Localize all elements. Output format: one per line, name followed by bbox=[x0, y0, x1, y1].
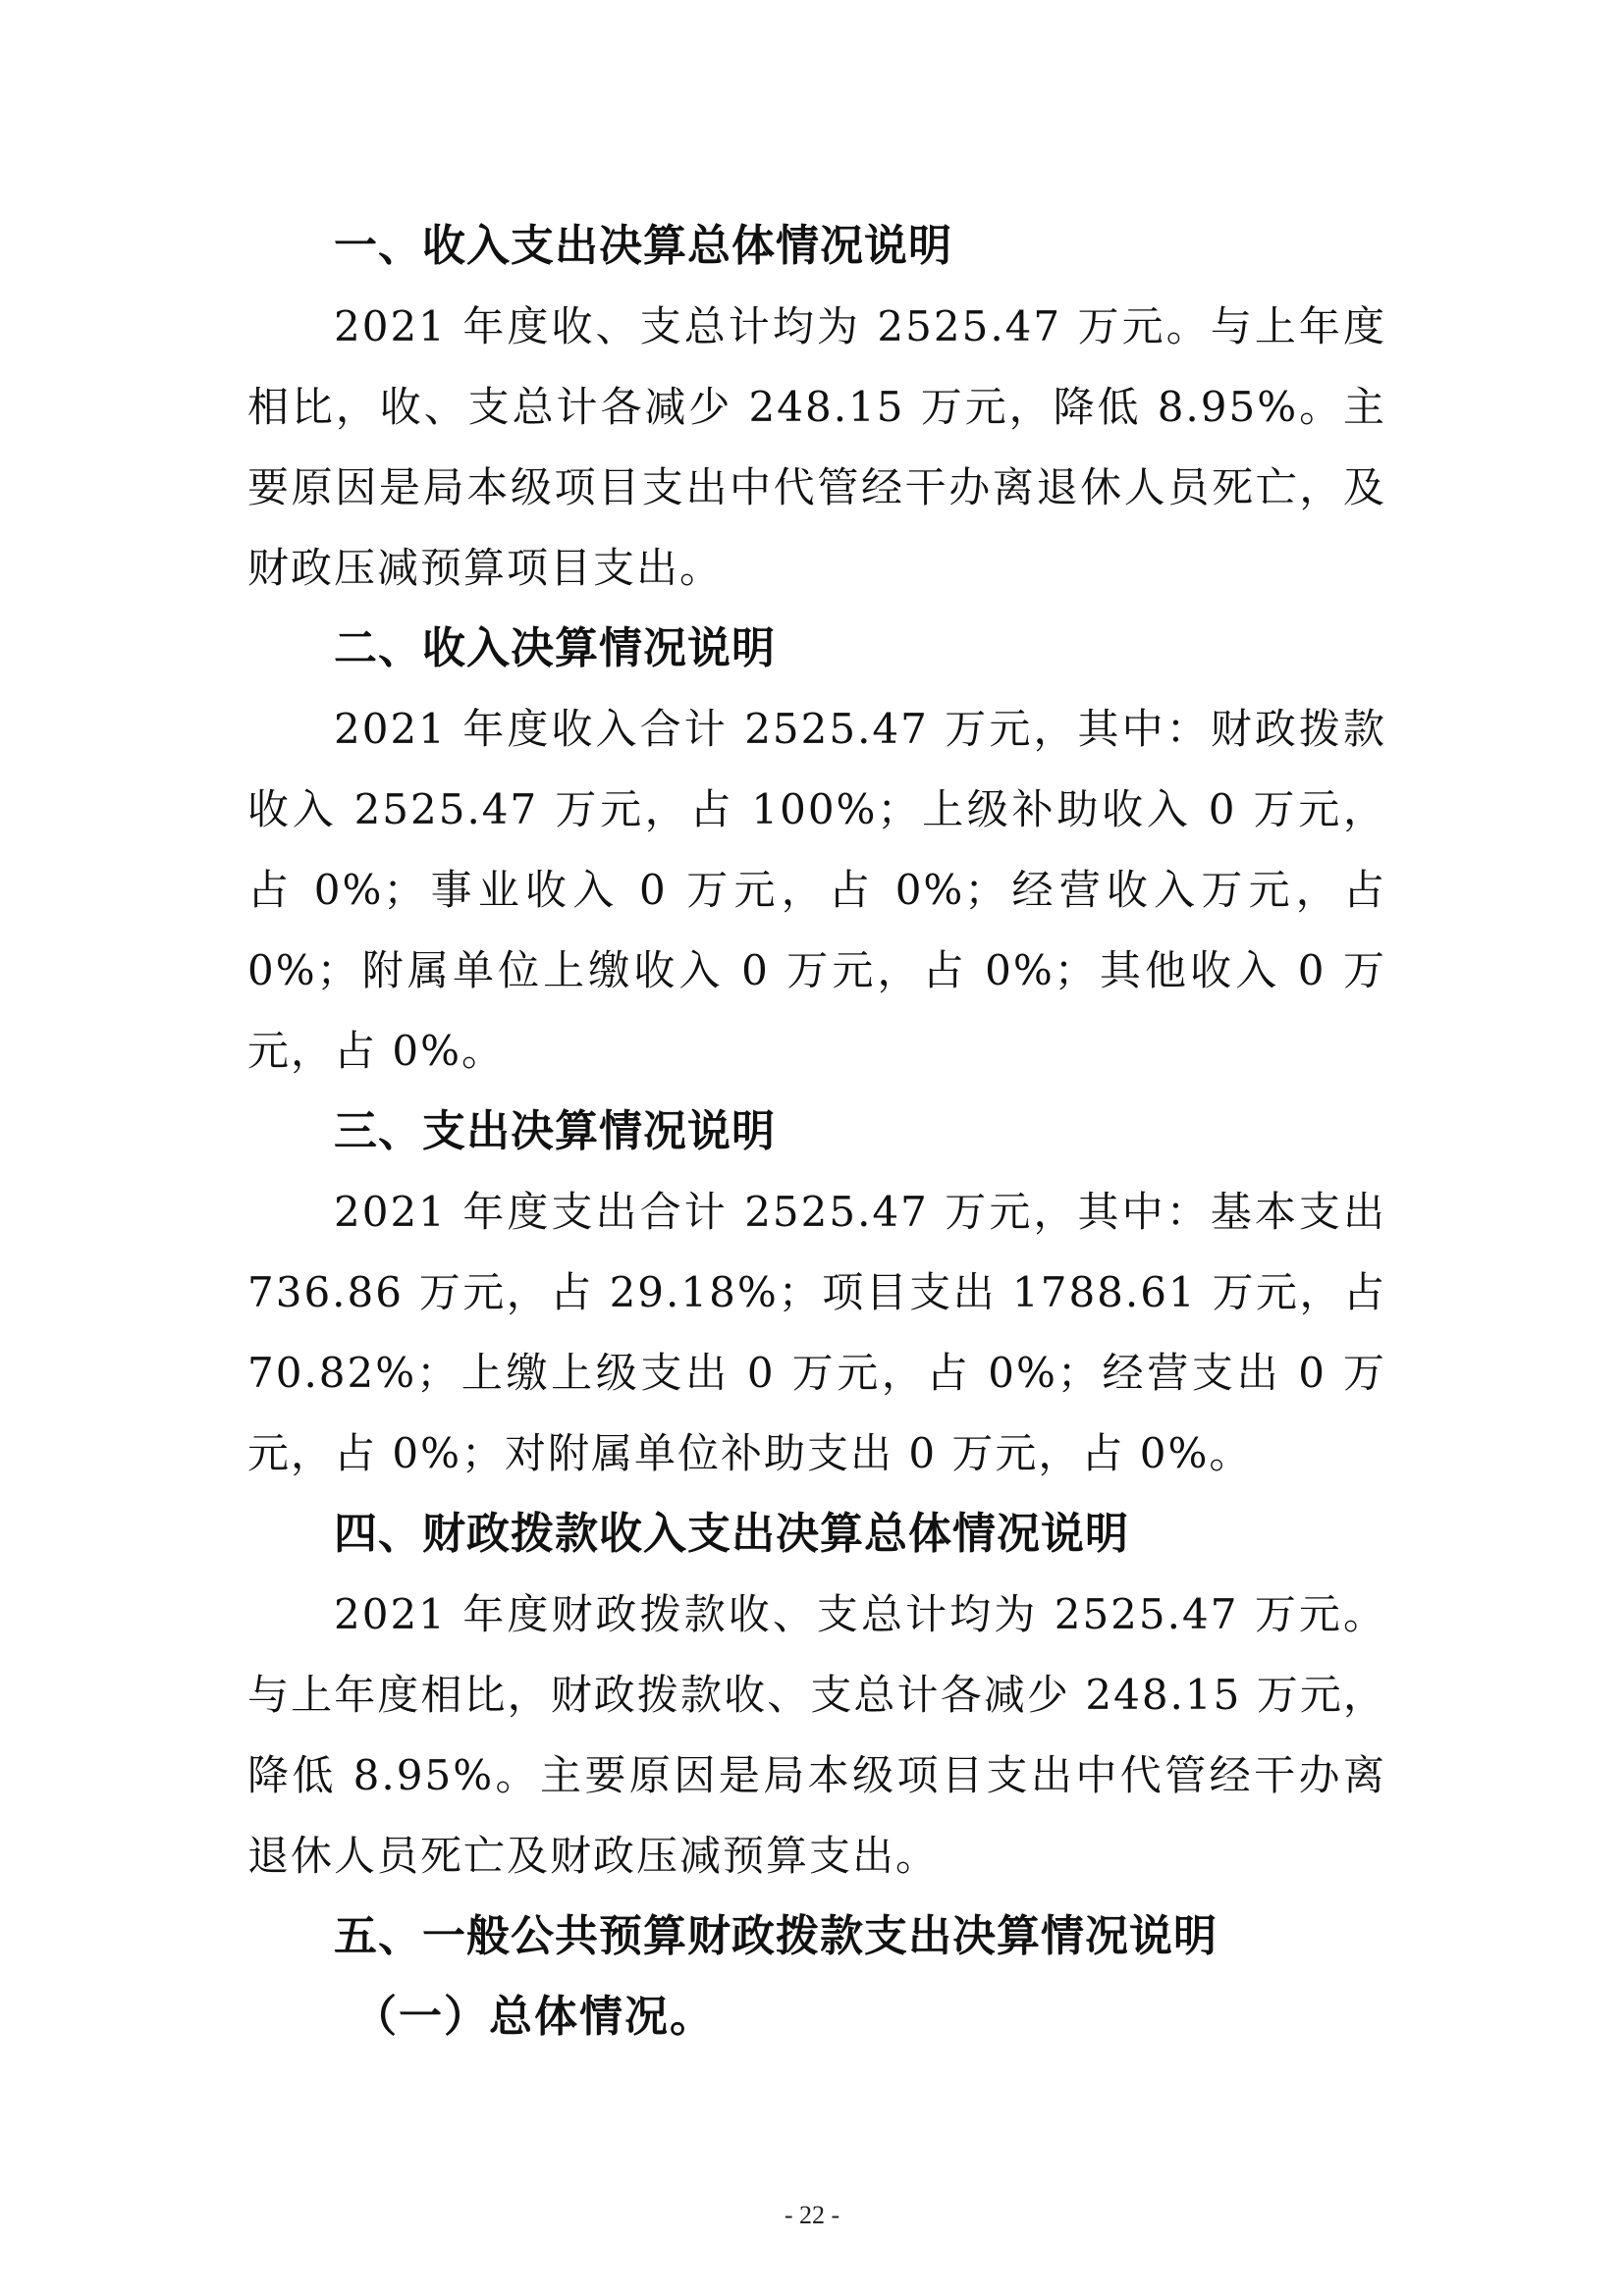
subsection-heading: （一）总体情况。 bbox=[353, 1992, 715, 2042]
page-number: - 22 - bbox=[784, 2201, 840, 2229]
section-paragraph-1: 2021 年度收、支总计均为 2525.47 万元。与上年度相比，收、支总计各减少 248.15 万元，降低 8.95%。主要原因是局本级项目支出中代管经干办离退休人员死亡，及财政压减预算项目支出。 bbox=[247, 302, 1386, 592]
section-paragraph-4: 2021 年度财政拨款收、支总计均为 2525.47 万元。与上年度相比，财政拨款收、支总计各减少 248.15 万元，降低 8.95%。主要原因是局本级项目支出中代管经干办离退休人员死亡及财政压减预算支出。 bbox=[247, 1590, 1386, 1880]
section-heading-1: 一、收入支出决算总体情况说明 bbox=[334, 221, 952, 271]
section-heading-3: 三、支出决算情况说明 bbox=[334, 1106, 776, 1156]
section-heading-2: 二、收入决算情况说明 bbox=[334, 623, 776, 673]
section-paragraph-2: 2021 年度收入合计 2525.47 万元，其中：财政拨款收入 2525.47 万元，占 100%；上级补助收入 0 万元，占 0%；事业收入 0 万元，占 0%；经营收入万元，占 0%；附属单位上缴收入 0 万元，占 0%；其他收入 0 万元，占 0%。 bbox=[247, 705, 1386, 1075]
section-heading-4: 四、财政拨款收入支出决算总体情况说明 bbox=[334, 1509, 1129, 1559]
section-heading-5: 五、一般公共预算财政拨款支出决算情况说明 bbox=[334, 1911, 1218, 1961]
section-paragraph-3: 2021 年度支出合计 2525.47 万元，其中：基本支出 736.86 万元，占 29.18%；项目支出 1788.61 万元，占 70.82%；上缴上级支出 0 万元，占 0%；经营支出 0 万元，占 0%；对附属单位补助支出 0 万元，占 0%。 bbox=[247, 1188, 1386, 1477]
document-body bbox=[247, 206, 1386, 2057]
